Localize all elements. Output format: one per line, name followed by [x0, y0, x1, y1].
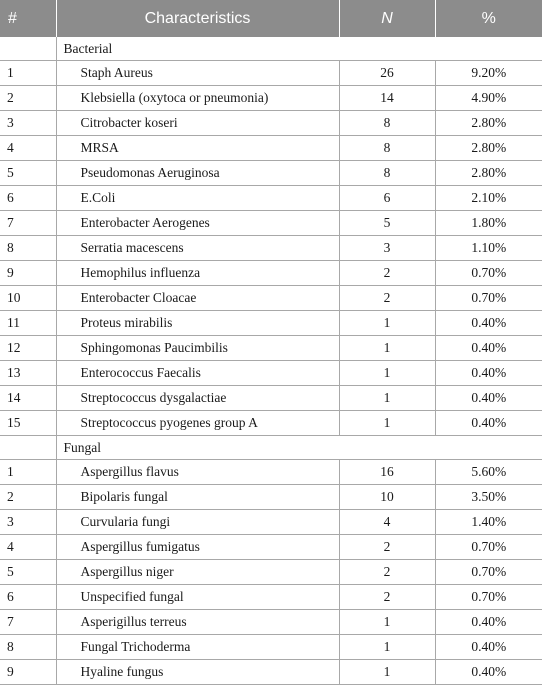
- organism-name: Fungal Trichoderma: [56, 635, 339, 660]
- percent-value: 0.40%: [435, 311, 542, 336]
- row-number: 4: [0, 535, 56, 560]
- percent-value: 4.90%: [435, 86, 542, 111]
- header-n: N: [339, 0, 435, 37]
- row-number: 4: [0, 136, 56, 161]
- group-row: [0, 37, 542, 61]
- organism-name: Hemophilus influenza: [56, 261, 339, 286]
- table-row: [0, 186, 542, 211]
- row-number: 6: [0, 585, 56, 610]
- organism-name: Serratia macescens: [56, 236, 339, 261]
- organism-name: Proteus mirabilis: [56, 311, 339, 336]
- organism-name: Hyaline fungus: [56, 660, 339, 685]
- count-value: 16: [339, 460, 435, 485]
- organism-name: Curvularia fungi: [56, 510, 339, 535]
- count-value: 8: [339, 111, 435, 136]
- organism-name: Streptococcus pyogenes group A: [56, 411, 339, 436]
- percent-value: 0.70%: [435, 585, 542, 610]
- table-row: [0, 635, 542, 660]
- row-number: 8: [0, 236, 56, 261]
- percent-value: 0.70%: [435, 261, 542, 286]
- percent-value: 0.40%: [435, 336, 542, 361]
- row-number: 3: [0, 510, 56, 535]
- count-value: 8: [339, 161, 435, 186]
- table-row: [0, 485, 542, 510]
- count-value: 6: [339, 186, 435, 211]
- organism-name: Sphingomonas Paucimbilis: [56, 336, 339, 361]
- group-number-cell: [0, 37, 56, 61]
- count-value: 1: [339, 361, 435, 386]
- table-row: [0, 286, 542, 311]
- table-row: [0, 386, 542, 411]
- organism-name: Enterobacter Cloacae: [56, 286, 339, 311]
- percent-value: 2.10%: [435, 186, 542, 211]
- organism-name: Aspergillus fumigatus: [56, 535, 339, 560]
- organism-name: Enterobacter Aerogenes: [56, 211, 339, 236]
- organism-name: Pseudomonas Aeruginosa: [56, 161, 339, 186]
- percent-value: 2.80%: [435, 111, 542, 136]
- count-value: 2: [339, 585, 435, 610]
- count-value: 1: [339, 386, 435, 411]
- row-number: 7: [0, 211, 56, 236]
- count-value: 2: [339, 560, 435, 585]
- table-row: [0, 560, 542, 585]
- organism-name: Citrobacter koseri: [56, 111, 339, 136]
- table-row: [0, 585, 542, 610]
- count-value: 2: [339, 261, 435, 286]
- table-row: [0, 460, 542, 485]
- group-number-cell: [0, 436, 56, 460]
- count-value: 14: [339, 86, 435, 111]
- count-value: 2: [339, 535, 435, 560]
- header-number: #: [0, 0, 56, 37]
- percent-value: 1.10%: [435, 236, 542, 261]
- organism-name: Aspergillus niger: [56, 560, 339, 585]
- percent-value: 1.40%: [435, 510, 542, 535]
- table-row: [0, 61, 542, 86]
- row-number: 7: [0, 610, 56, 635]
- table-row: [0, 211, 542, 236]
- table-row: [0, 660, 542, 685]
- table-row: [0, 510, 542, 535]
- table-row: [0, 236, 542, 261]
- organism-name: Bipolaris fungal: [56, 485, 339, 510]
- percent-value: 1.80%: [435, 211, 542, 236]
- row-number: 8: [0, 635, 56, 660]
- row-number: 9: [0, 660, 56, 685]
- row-number: 2: [0, 485, 56, 510]
- percent-value: 0.70%: [435, 286, 542, 311]
- count-value: 1: [339, 411, 435, 436]
- count-value: 1: [339, 660, 435, 685]
- percent-value: 0.70%: [435, 560, 542, 585]
- organism-name: Enterococcus Faecalis: [56, 361, 339, 386]
- organism-name: MRSA: [56, 136, 339, 161]
- organism-name: Asperigillus terreus: [56, 610, 339, 635]
- organism-name: Unspecified fungal: [56, 585, 339, 610]
- table-row: [0, 261, 542, 286]
- percent-value: 3.50%: [435, 485, 542, 510]
- header-characteristics: Characteristics: [56, 0, 339, 37]
- organism-name: E.Coli: [56, 186, 339, 211]
- group-label: Fungal: [56, 436, 542, 460]
- percent-value: 0.40%: [435, 361, 542, 386]
- count-value: 10: [339, 485, 435, 510]
- percent-value: 0.40%: [435, 386, 542, 411]
- count-value: 2: [339, 286, 435, 311]
- table-row: [0, 86, 542, 111]
- table-row: [0, 111, 542, 136]
- row-number: 11: [0, 311, 56, 336]
- table-row: [0, 136, 542, 161]
- organism-name: Staph Aureus: [56, 61, 339, 86]
- organism-name: Streptococcus dysgalactiae: [56, 386, 339, 411]
- organism-name: Aspergillus flavus: [56, 460, 339, 485]
- count-value: 4: [339, 510, 435, 535]
- group-row: [0, 436, 542, 460]
- percent-value: 9.20%: [435, 61, 542, 86]
- percent-value: 0.40%: [435, 610, 542, 635]
- group-label: Bacterial: [56, 37, 542, 61]
- percent-value: 2.80%: [435, 136, 542, 161]
- row-number: 5: [0, 560, 56, 585]
- row-number: 12: [0, 336, 56, 361]
- count-value: 26: [339, 61, 435, 86]
- organism-name: Klebsiella (oxytoca or pneumonia): [56, 86, 339, 111]
- row-number: 15: [0, 411, 56, 436]
- count-value: 1: [339, 610, 435, 635]
- row-number: 3: [0, 111, 56, 136]
- percent-value: 0.40%: [435, 411, 542, 436]
- row-number: 5: [0, 161, 56, 186]
- percent-value: 5.60%: [435, 460, 542, 485]
- table-row: [0, 361, 542, 386]
- table-header: [0, 0, 542, 37]
- table-row: [0, 311, 542, 336]
- count-value: 1: [339, 635, 435, 660]
- header-percent: %: [435, 0, 542, 37]
- table-row: [0, 161, 542, 186]
- count-value: 8: [339, 136, 435, 161]
- count-value: 3: [339, 236, 435, 261]
- percent-value: 2.80%: [435, 161, 542, 186]
- table-body: [0, 37, 542, 685]
- count-value: 1: [339, 336, 435, 361]
- row-number: 9: [0, 261, 56, 286]
- row-number: 1: [0, 460, 56, 485]
- percent-value: 0.40%: [435, 635, 542, 660]
- row-number: 6: [0, 186, 56, 211]
- count-value: 1: [339, 311, 435, 336]
- count-value: 5: [339, 211, 435, 236]
- header-row: [0, 0, 542, 37]
- table-row: [0, 610, 542, 635]
- row-number: 2: [0, 86, 56, 111]
- row-number: 10: [0, 286, 56, 311]
- percent-value: 0.40%: [435, 660, 542, 685]
- table-row: [0, 411, 542, 436]
- table-row: [0, 535, 542, 560]
- percent-value: 0.70%: [435, 535, 542, 560]
- row-number: 13: [0, 361, 56, 386]
- row-number: 14: [0, 386, 56, 411]
- row-number: 1: [0, 61, 56, 86]
- table-row: [0, 336, 542, 361]
